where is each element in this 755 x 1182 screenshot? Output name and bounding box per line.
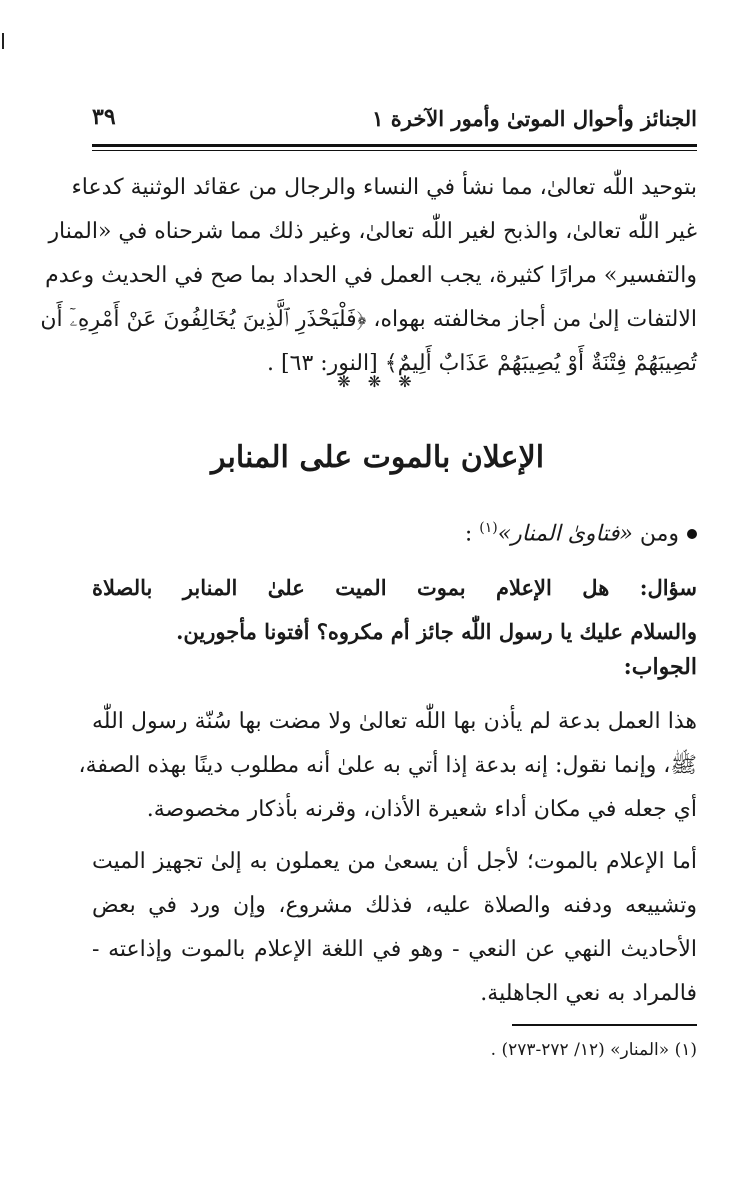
bullet-icon: [687, 529, 697, 539]
text-line: بتوحيد اللّٰه تعالىٰ، مما نشأ في النساء والرجال من عقائد الوثنية كدعاء: [71, 175, 697, 200]
text-line: الالتفات إلىٰ من أجاز مخالفته بهواه، ﴿فَلْيَحْذَرِ ٱلَّذِينَ يُخَالِفُونَ عَنْ أَمْرِهِۦٓ أَن: [40, 307, 697, 332]
text-line: غير اللّٰه تعالىٰ، والذبح لغير اللّٰه تعالىٰ، وغير ذلك مما شرحناه في «المنار: [48, 219, 697, 244]
header-rule-thin: [92, 150, 697, 151]
text-line: أما الإعلام بالموت؛ لأجل أن يسعىٰ من يعملون به إلىٰ تجهيز الميت: [92, 849, 697, 874]
text-line: والتفسير» مرارًا كثيرة، يجب العمل في الحداد بما صح في الحديث وعدم: [45, 263, 697, 288]
paragraph-answer: [78, 700, 697, 832]
page-header: [92, 102, 697, 142]
source-line: [465, 520, 697, 546]
question-line: سؤال: هل الإعلام بموت الميت علىٰ المنابر بالصلاة: [92, 575, 697, 600]
text-line: وتشييعه ودفنه والصلاة عليه، فذلك مشروع، وإن ورد في بعض: [92, 893, 697, 918]
source-suffix: :: [464, 521, 473, 547]
paragraph-announcement: [92, 840, 697, 1016]
text-line: الأحاديث النهي عن النعي - وهو في اللغة الإعلام بالموت وإذاعته -: [92, 937, 697, 962]
source-prefix: ومن: [639, 521, 679, 547]
text-line: ﷺ، وإنما نقول: إنه بدعة إذا أتي به علىٰ أنه مطلوب دينًا بهذه الصفة،: [78, 753, 697, 778]
footnote-rule: [512, 1024, 697, 1026]
answer-label: الجواب:: [623, 654, 697, 680]
question-line: والسلام عليك يا رسول اللّٰه جائز أم مكروه؟ أفتونا مأجورين.: [176, 619, 697, 644]
text-line: تُصِيبَهُمْ فِتْنَةٌ أَوْ يُصِيبَهُمْ عَذَابٌ أَلِيمٌ﴾ [النور: ٦٣] .: [267, 351, 697, 376]
scan-margin-mark: [2, 33, 4, 49]
question-block: [92, 566, 697, 654]
section-title: الإعلان بالموت على المنابر: [210, 440, 545, 475]
running-title: الجنائز وأحوال الموتىٰ وأمور الآخرة ١: [372, 106, 697, 131]
text-line: فالمراد به نعي الجاهلية.: [480, 981, 697, 1006]
text-line: هذا العمل بدعة لم يأذن بها اللّٰه تعالىٰ ولا مضت بها سُنّة رسول اللّٰه: [92, 709, 697, 734]
header-rule-thick: [92, 144, 697, 147]
page-number: ٣٩: [92, 104, 116, 130]
footnote-reference: (١): [479, 520, 498, 536]
text-line: أي جعله في مكان أداء شعيرة الأذان، وقرنه بأذكار مخصوصة.: [146, 797, 697, 822]
paragraph-tawhid: [40, 166, 697, 386]
source-title: «فتاوىٰ المنار»: [497, 521, 633, 547]
section-separator: ❋ ❋ ❋: [337, 372, 418, 391]
footnote: (١) «المنار» (١٢/ ٢٧٢-٢٧٣) .: [490, 1040, 697, 1060]
